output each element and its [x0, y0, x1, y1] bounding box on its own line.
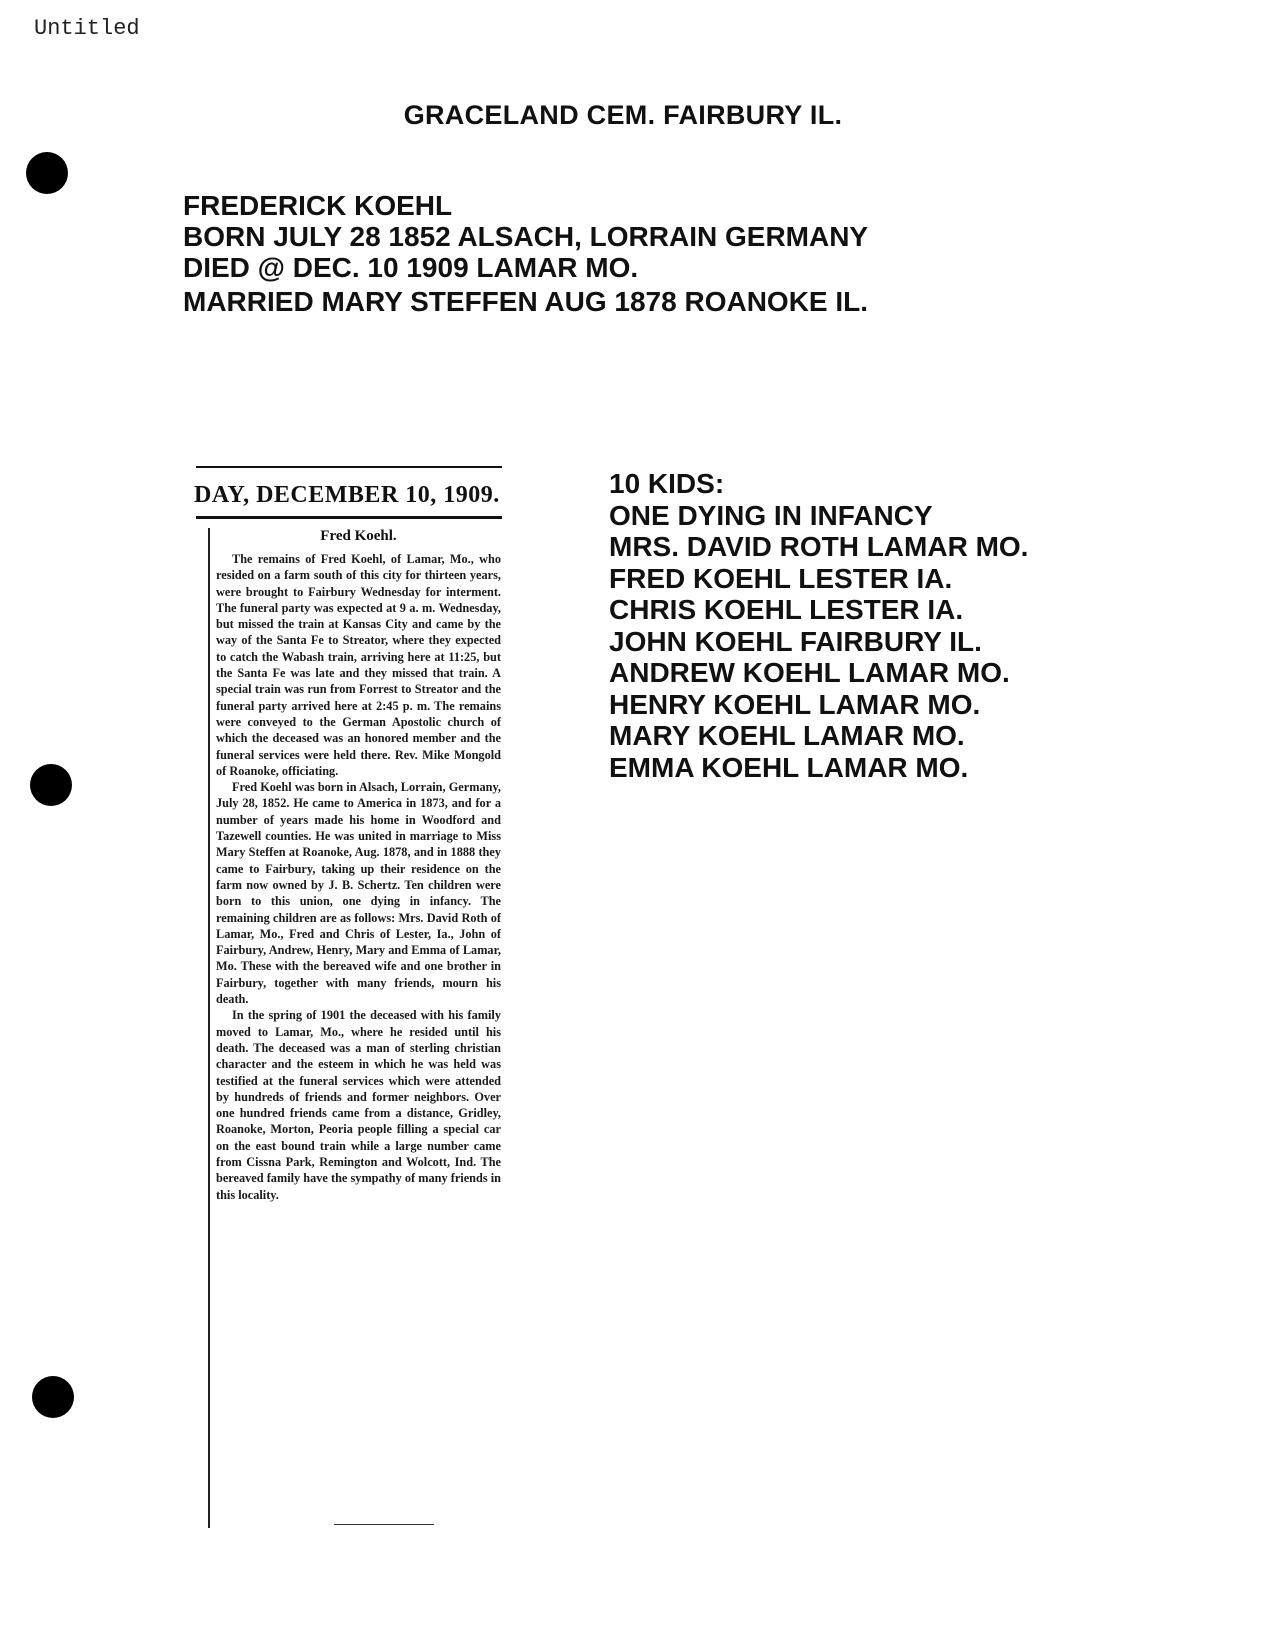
person-name: FREDERICK KOEHL — [183, 190, 453, 221]
children-header: 10 KIDS: — [609, 468, 725, 499]
person-born: BORN JULY 28 1852 ALSACH, LORRAIN GERMANY — [183, 221, 869, 252]
cemetery-heading-text: GRACELAND CEM. FAIRBURY IL. — [403, 100, 843, 130]
child-item: ANDREW KOEHL LAMAR MO. — [609, 657, 1010, 688]
child-item: MARY KOEHL LAMAR MO. — [609, 720, 965, 751]
clipping-column — [208, 528, 501, 1528]
punch-hole-middle — [30, 764, 72, 806]
clipping-headline: Fred Koehl. — [320, 528, 397, 544]
child-item: HENRY KOEHL LAMAR MO. — [609, 688, 981, 720]
clipping-date-rule — [196, 516, 502, 519]
child-item: JOHN KOEHL FAIRBURY IL. — [609, 625, 982, 657]
person-married: MARRIED MARY STEFFEN AUG 1878 ROANOKE IL. — [183, 286, 869, 317]
person-died: DIED @ DEC. 10 1909 LAMAR MO. — [183, 252, 639, 283]
clipping-top-rule — [196, 466, 502, 468]
clipping-paragraph: In the spring of 1901 the deceased with his family moved to Lamar, Mo., where he resided until his death. The deceased was a man of sterling christian character and the esteem in which he was held was testified at the funeral services which were attended by hundreds of friends and former neighbors. Over one hundred friends came from a distance, Gridley, Roanoke, Morton, Peoria people filling a special car on the east bound train while a large number came from Cissna Park, Remington and Wolcott, Ind. The bereaved family have the sympathy of many friends in this locality. — [216, 1008, 501, 1202]
person-details — [183, 190, 868, 317]
clipping-body — [216, 551, 501, 1203]
punch-hole-top — [26, 152, 68, 194]
clipping-paragraph: The remains of Fred Koehl, of Lamar, Mo., who resided on a farm south of this city for thirteen years, were brought to Fairbury Wednesday for interment. The funeral party was expected at 9 a. m. Wednesday, but missed the train at Kansas City and came by the way of the Santa Fe to Streator, where they expected to catch the Wabash train, arriving here at 11:25, but the Santa Fe was late and they missed that train. A special train was run from Forrest to Streator and the funeral party arrived here at 2:45 p. m. The remains were conveyed to the German Apostolic church of which the deceased was an honored member and the funeral services were held there. Rev. Mike Mongold of Roanoke, officiating. — [216, 552, 501, 778]
punch-hole-bottom — [32, 1376, 74, 1418]
clipping-date-line: DAY, DECEMBER 10, 1909. — [194, 482, 500, 508]
child-item: ONE DYING IN INFANCY — [609, 499, 933, 531]
child-item: FRED KOEHL LESTER IA. — [609, 562, 953, 594]
children-list — [609, 468, 1028, 783]
cemetery-heading — [0, 100, 1266, 131]
child-item: CHRIS KOEHL LESTER IA. — [609, 594, 964, 625]
newspaper-clipping — [194, 466, 524, 1548]
document-title: Untitled — [34, 16, 140, 41]
clipping-end-rule — [334, 1524, 434, 1525]
child-item: EMMA KOEHL LAMAR MO. — [609, 751, 969, 783]
clipping-paragraph: Fred Koehl was born in Alsach, Lorrain, Germany, July 28, 1852. He came to America in 1873, and for a number of years made his home in Woodford and Tazewell counties. He was united in marriage to Miss Mary Steffen at Roanoke, Aug. 1878, and in 1888 they came to Fairbury, taking up their residence on the farm now owned by J. B. Schertz. Ten children were born to this union, one dying in infancy. The remaining children are as follows: Mrs. David Roth of Lamar, Mo., Fred and Chris of Lester, Ia., John of Fairbury, Andrew, Henry, Mary and Emma of Lamar, Mo. These with the bereaved wife and one brother in Fairbury, together with many friends, mourn his death. — [216, 780, 501, 1007]
child-item: MRS. DAVID ROTH LAMAR MO. — [609, 531, 1029, 562]
